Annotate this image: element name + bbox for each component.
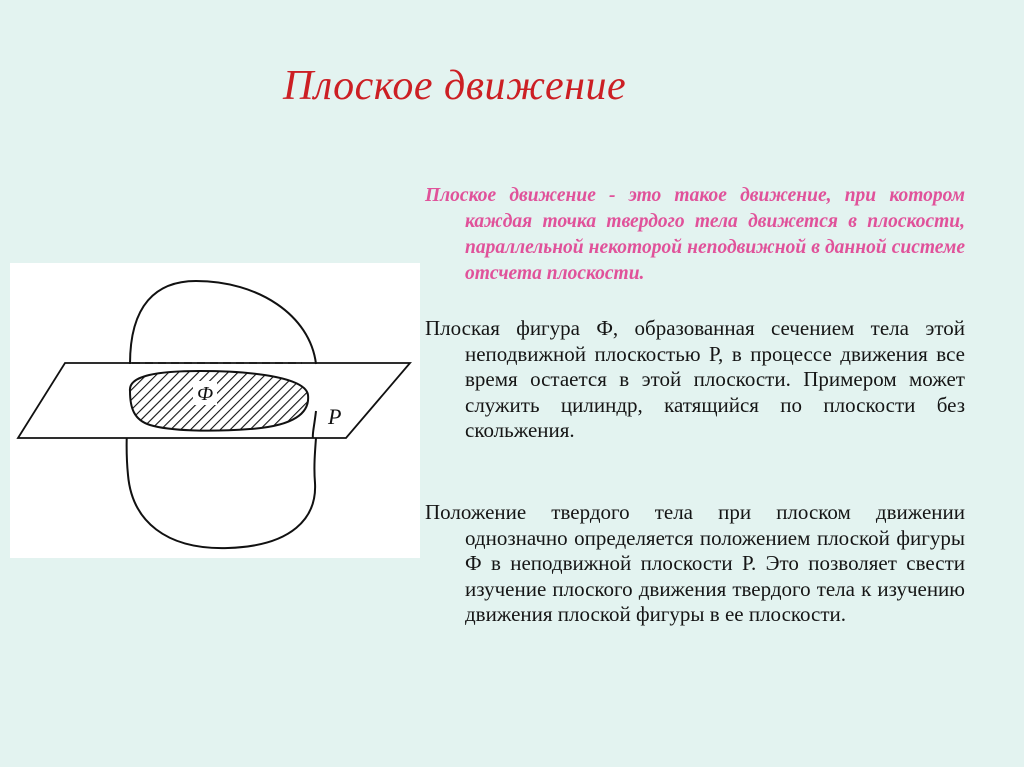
- definition-paragraph: Плоское движение - это такое движение, при котором каждая точка твердого тела движется в плоскости, параллельной некоторой неподвижной в данной системе отсчета плоскости.: [425, 185, 965, 284]
- body-paragraph-2: Положение твердого тела при плоском движении однозначно определяется положением плоской фигуры Ф в неподвижной плоскости Р. Это позволяет свести изучение плоского движения твердого тела к изучению движения плоской фигуры в ее плоскости.: [425, 500, 965, 626]
- slide-title: Плоское движение: [283, 63, 627, 109]
- plane-label: P: [328, 404, 342, 429]
- section-label: Ф: [196, 383, 214, 405]
- body-section-figure: [10, 263, 420, 558]
- body-outline-upper: [130, 281, 316, 364]
- section-figure: [130, 371, 308, 431]
- body-paragraph-1: Плоская фигура Ф, образованная сечением тела этой неподвижной плоскостью Р, в процессе движения все время остается в этой плоскости. Примером может служить цилиндр, катящийся по плоскости без скольжения.: [425, 316, 965, 442]
